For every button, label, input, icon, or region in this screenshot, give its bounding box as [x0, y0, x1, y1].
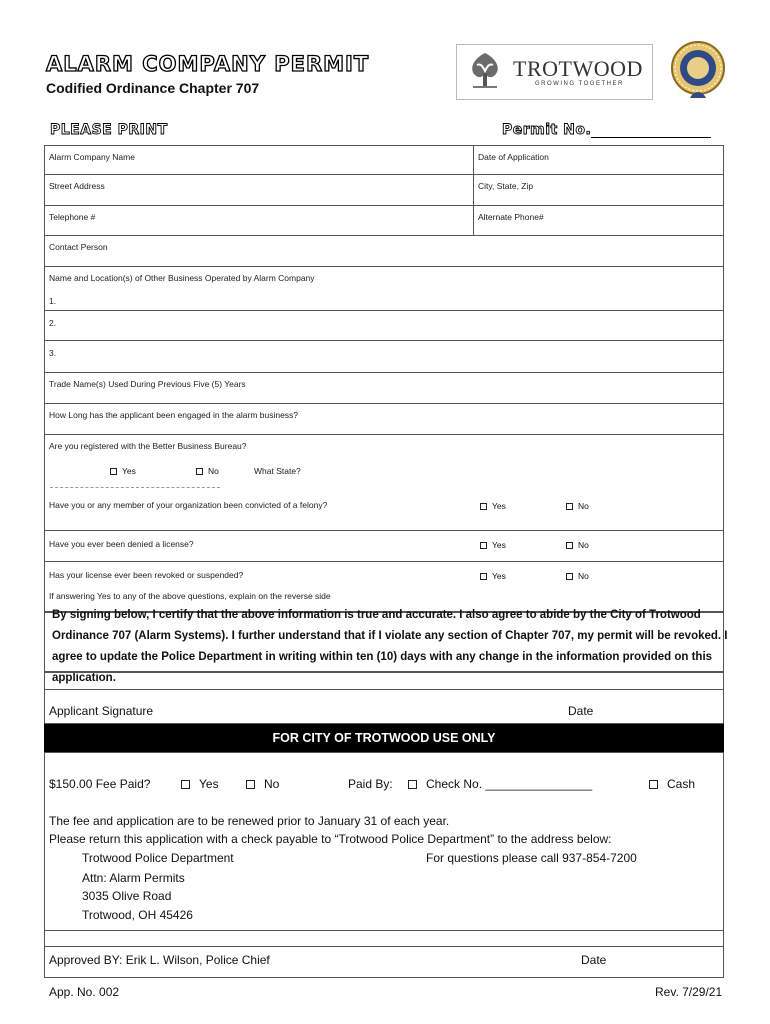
renew-note: The fee and application are to be renewed prior to January 31 of each year.	[49, 814, 450, 828]
address-city: Trotwood, OH 45426	[82, 908, 193, 922]
checkbox-icon	[480, 573, 487, 580]
felony-yes-checkbox[interactable]: Yes	[480, 501, 506, 511]
checkbox-icon	[566, 573, 573, 580]
other-business-line-2[interactable]: 2.	[49, 318, 57, 328]
denied-question: Have you ever been denied a license?	[49, 539, 194, 549]
city-seal-icon	[670, 38, 726, 104]
permit-no-field[interactable]	[591, 137, 711, 138]
address-department: Trotwood Police Department	[82, 851, 234, 865]
applicant-signature-field[interactable]: Applicant Signature	[49, 704, 154, 718]
revoked-question: Has your license ever been revoked or suspended?	[49, 570, 244, 580]
street-address-field[interactable]: Street Address	[49, 181, 105, 191]
checkbox-icon	[408, 780, 417, 789]
bbb-no-checkbox[interactable]: No	[196, 466, 219, 476]
what-state-line	[50, 487, 220, 488]
check-no-checkbox[interactable]: Check No. ________________	[408, 777, 592, 791]
return-note: Please return this application with a check payable to “Trotwood Police Department” to the address below:	[49, 832, 612, 846]
app-number: App. No. 002	[49, 985, 120, 999]
signature-date-field[interactable]: Date	[568, 704, 594, 718]
approval-date-field[interactable]: Date	[581, 953, 607, 967]
checkbox-icon	[181, 780, 190, 789]
certification-text: By signing below, I certify that the above information is true and accurate. I also agree to abide by the City of Trotwood Ordinance 707 (Alarm Systems). I further understand that if I violate any section of Chapter 707, my permit will be revoked. I agree to update the Police Department in writing within ten (10) days with any change in the information provided on this application.	[52, 609, 728, 684]
alarm-company-name-field[interactable]: Alarm Company Name	[49, 152, 135, 162]
checkbox-icon	[246, 780, 255, 789]
form-subtitle: Codified Ordinance Chapter 707	[46, 80, 260, 96]
felony-question: Have you or any member of your organization been convicted of a felony?	[49, 500, 328, 510]
denied-yes-checkbox[interactable]: Yes	[480, 540, 506, 550]
approved-by-field[interactable]: Approved BY: Erik L. Wilson, Police Chief	[49, 953, 270, 967]
tree-logo-icon	[463, 49, 507, 93]
fee-yes-checkbox[interactable]: Yes	[181, 777, 219, 791]
denied-no-checkbox[interactable]: No	[566, 540, 589, 550]
cash-checkbox[interactable]: Cash	[649, 777, 695, 791]
revoked-no-checkbox[interactable]: No	[566, 571, 589, 581]
trade-names-field[interactable]: Trade Name(s) Used During Previous Five (5) Years	[49, 379, 246, 389]
contact-person-field[interactable]: Contact Person	[49, 242, 108, 252]
checkbox-icon	[196, 468, 203, 475]
date-of-application-field[interactable]: Date of Application	[478, 152, 549, 162]
questions-phone: For questions please call 937-854-7200	[426, 851, 637, 865]
bbb-question: Are you registered with the Better Business Bureau?	[49, 441, 247, 451]
revision-date: Rev. 7/29/21	[655, 985, 723, 999]
revoked-yes-checkbox[interactable]: Yes	[480, 571, 506, 581]
form-title: ALARM COMPANY PERMIT	[46, 52, 370, 76]
address-attn: Attn: Alarm Permits	[82, 871, 185, 885]
bbb-yes-checkbox[interactable]: Yes	[110, 466, 136, 476]
checkbox-icon	[480, 503, 487, 510]
city-state-zip-field[interactable]: City, State, Zip	[478, 181, 534, 191]
checkbox-icon	[480, 542, 487, 549]
what-state-field[interactable]: What State?	[254, 466, 301, 476]
checkbox-icon	[566, 542, 573, 549]
permit-no-label: Permit No.	[502, 122, 592, 138]
felony-no-checkbox[interactable]: No	[566, 501, 589, 511]
fee-paid-label: $150.00 Fee Paid?	[49, 777, 151, 791]
logo-tagline: GROWING TOGETHER	[535, 81, 624, 87]
alternate-phone-field[interactable]: Alternate Phone#	[478, 212, 544, 222]
other-business-label: Name and Location(s) of Other Business Operated by Alarm Company	[49, 273, 315, 283]
checkbox-icon	[110, 468, 117, 475]
other-business-line-1[interactable]: 1.	[49, 296, 57, 306]
please-print-label: PLEASE PRINT	[50, 122, 168, 138]
city-use-banner: FOR CITY OF TROTWOOD USE ONLY	[44, 724, 724, 752]
other-business-line-3[interactable]: 3.	[49, 348, 57, 358]
logo-wordmark: TROTWOOD	[513, 56, 643, 81]
paid-by-label: Paid By:	[348, 777, 393, 791]
checkbox-icon	[566, 503, 573, 510]
explain-note: If answering Yes to any of the above questions, explain on the reverse side	[49, 591, 331, 601]
address-street: 3035 Olive Road	[82, 889, 172, 903]
how-long-field[interactable]: How Long has the applicant been engaged in the alarm business?	[49, 410, 299, 420]
checkbox-icon	[649, 780, 658, 789]
fee-no-checkbox[interactable]: No	[246, 777, 279, 791]
telephone-field[interactable]: Telephone #	[49, 212, 96, 222]
